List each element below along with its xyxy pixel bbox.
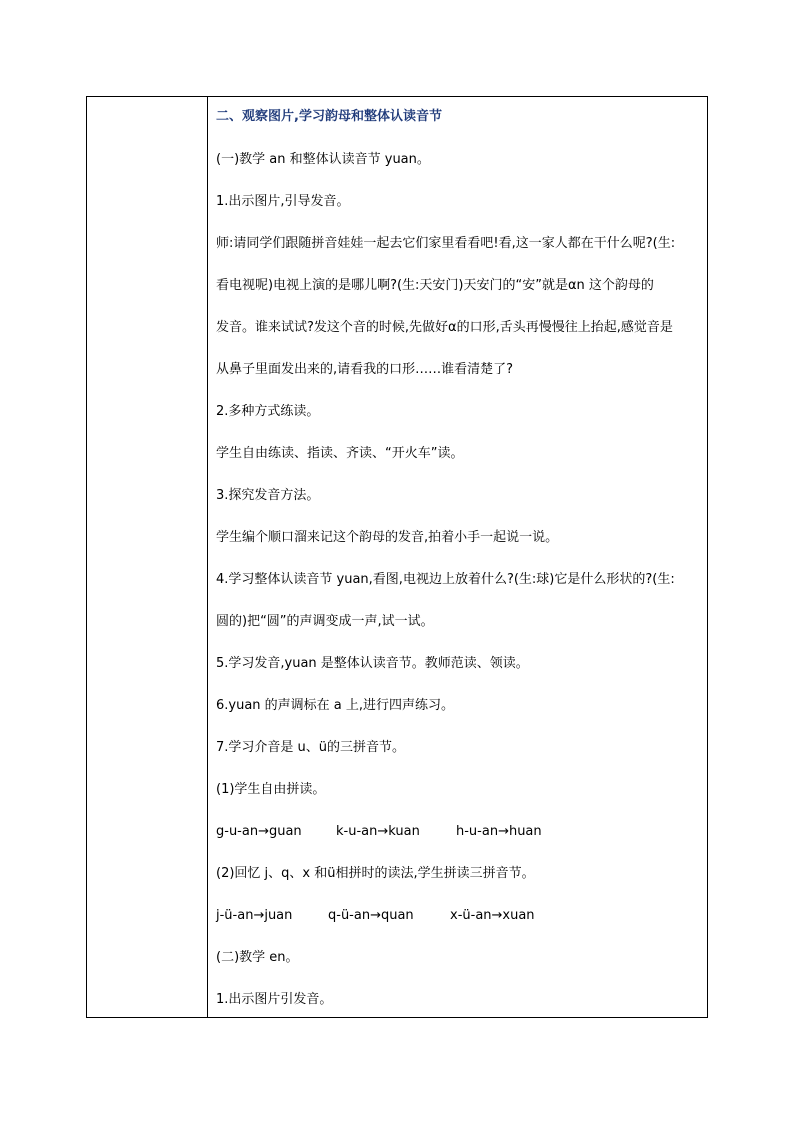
text-line: 4.学习整体认读音节 yuan,看图,电视边上放着什么?(生:球)它是什么形状的?(生: bbox=[216, 572, 675, 587]
lesson-table bbox=[86, 96, 708, 1018]
text-line: 1.出示图片引发音。 bbox=[216, 992, 333, 1007]
text-line: 学生编个顺口溜来记这个韵母的发音,拍着小手一起说一说。 bbox=[216, 530, 559, 545]
text-line: 6.yuan 的声调标在 a 上,进行四声练习。 bbox=[216, 698, 455, 713]
text-line: 1.出示图片,引导发音。 bbox=[216, 194, 350, 209]
pinyin-row bbox=[216, 824, 703, 840]
text-line: 看电视呢)电视上演的是哪儿啊?(生:天安门)天安门的“安”就是αn 这个韵母的 bbox=[216, 278, 654, 293]
text-line: 发音。谁来试试?发这个音的时候,先做好α的口形,舌头再慢慢往上抬起,感觉音是 bbox=[216, 320, 673, 335]
pinyin-item: j-ü-an→juan bbox=[216, 908, 293, 923]
text-line: 2.多种方式练读。 bbox=[216, 404, 320, 419]
text-line: 3.探究发音方法。 bbox=[216, 488, 320, 503]
section-heading: 二、观察图片,学习韵母和整体认读音节 bbox=[216, 109, 442, 124]
table-content-cell bbox=[208, 97, 707, 1017]
text-line: 师:请同学们跟随拼音娃娃一起去它们家里看看吧!看,这一家人都在干什么呢?(生: bbox=[216, 236, 676, 251]
pinyin-item: h-u-an→huan bbox=[456, 824, 542, 839]
text-line: 学生自由练读、指读、齐读、“开火车”读。 bbox=[216, 446, 464, 461]
pinyin-item: q-ü-an→quan bbox=[328, 908, 414, 923]
pinyin-row bbox=[216, 908, 703, 924]
text-line: 圆的)把“圆”的声调变成一声,试一试。 bbox=[216, 614, 434, 629]
text-line: 7.学习介音是 u、ü的三拼音节。 bbox=[216, 740, 406, 755]
pinyin-item: k-u-an→kuan bbox=[336, 824, 420, 839]
text-line: 5.学习发音,yuan 是整体认读音节。教师范读、领读。 bbox=[216, 656, 529, 671]
text-line: (1)学生自由拼读。 bbox=[216, 782, 326, 797]
pinyin-item: x-ü-an→xuan bbox=[450, 908, 535, 923]
text-line: (一)教学 an 和整体认读音节 yuan。 bbox=[216, 152, 430, 167]
text-line: 从鼻子里面发出来的,请看我的口形……谁看清楚了? bbox=[216, 362, 514, 377]
table-left-cell bbox=[87, 97, 208, 1017]
pinyin-item: g-u-an→guan bbox=[216, 824, 302, 839]
text-line: (2)回忆 j、q、x 和ü相拼时的读法,学生拼读三拼音节。 bbox=[216, 866, 535, 881]
text-line: (二)教学 en。 bbox=[216, 950, 299, 965]
